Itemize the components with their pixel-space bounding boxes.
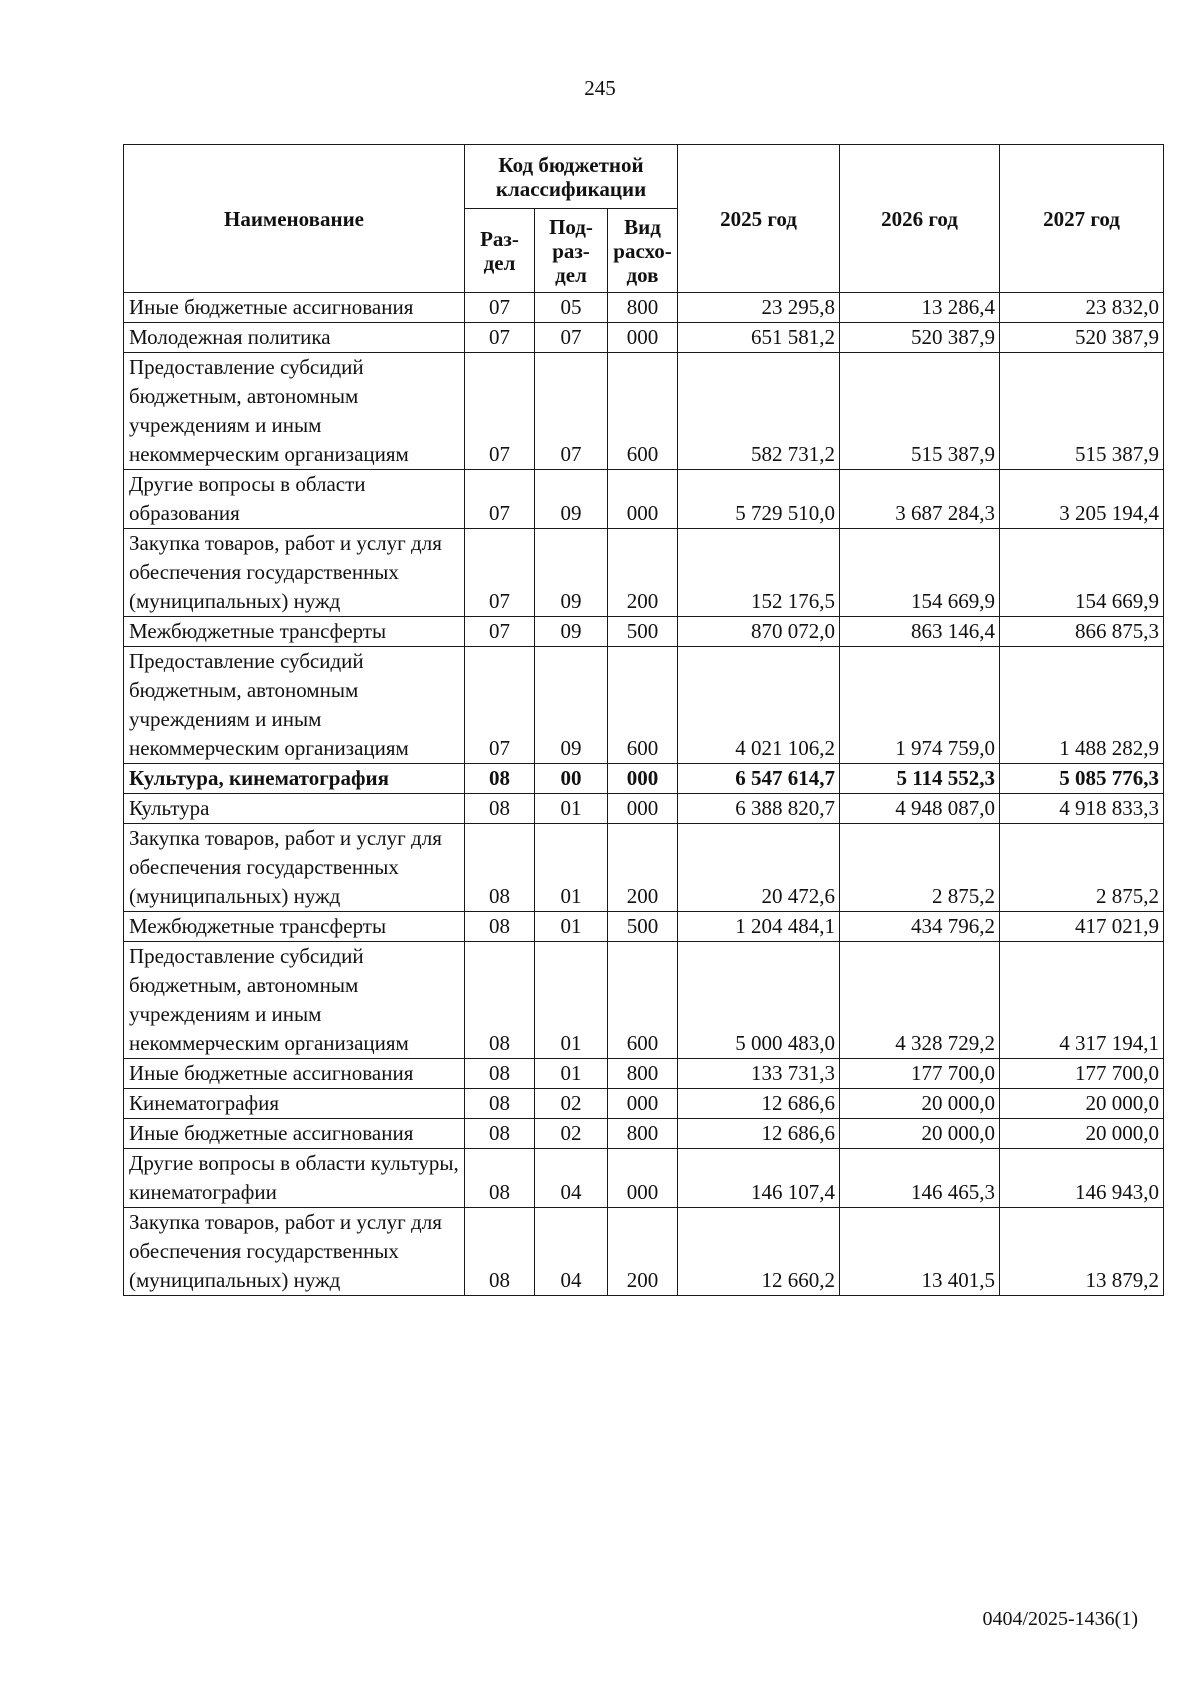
- row-subsection-cell: 09: [535, 647, 608, 764]
- row-section-cell: 08: [465, 1149, 535, 1208]
- row-expense-type-cell: 600: [608, 353, 678, 470]
- row-2026-cell: 177 700,0: [840, 1059, 1000, 1089]
- row-subsection-cell: 01: [535, 1059, 608, 1089]
- row-2025-cell: 133 731,3: [678, 1059, 840, 1089]
- row-subsection-cell: 09: [535, 470, 608, 529]
- row-2025-cell: 1 204 484,1: [678, 912, 840, 942]
- row-name-cell: Культура: [124, 794, 465, 824]
- row-name-cell: Другие вопросы в области культуры, кинематографии: [124, 1149, 465, 1208]
- row-name-cell: Закупка товаров, работ и услуг для обеспечения государственных (муниципальных) нужд: [124, 1208, 465, 1296]
- row-expense-type-cell: 800: [608, 1059, 678, 1089]
- row-2027-cell: 515 387,9: [1000, 353, 1164, 470]
- row-2027-cell: 417 021,9: [1000, 912, 1164, 942]
- row-expense-type-cell: 200: [608, 1208, 678, 1296]
- row-name-cell: Иные бюджетные ассигнования: [124, 1119, 465, 1149]
- header-section: Раз-дел: [465, 209, 535, 293]
- row-2025-cell: 582 731,2: [678, 353, 840, 470]
- table-body: [124, 293, 1164, 1296]
- row-name-cell: Предоставление субсидий бюджетным, автономным учреждениям и иным некоммерческим организациям: [124, 353, 465, 470]
- row-subsection-cell: 01: [535, 824, 608, 912]
- row-expense-type-cell: 600: [608, 647, 678, 764]
- row-subsection-cell: 09: [535, 529, 608, 617]
- row-2026-cell: 863 146,4: [840, 617, 1000, 647]
- row-section-cell: 08: [465, 1119, 535, 1149]
- row-expense-type-cell: 000: [608, 1089, 678, 1119]
- row-2027-cell: 3 205 194,4: [1000, 470, 1164, 529]
- row-subsection-cell: 04: [535, 1149, 608, 1208]
- row-name-cell: Молодежная политика: [124, 323, 465, 353]
- document-code: 0404/2025-1436(1): [982, 1608, 1138, 1630]
- row-2025-cell: 651 581,2: [678, 323, 840, 353]
- row-section-cell: 07: [465, 323, 535, 353]
- row-2027-cell: 1 488 282,9: [1000, 647, 1164, 764]
- row-2026-cell: 5 114 552,3: [840, 764, 1000, 794]
- row-2025-cell: 20 472,6: [678, 824, 840, 912]
- header-code-group: Код бюджетной классификации: [465, 145, 678, 209]
- row-2027-cell: 177 700,0: [1000, 1059, 1164, 1089]
- row-section-cell: 08: [465, 912, 535, 942]
- row-2026-cell: 13 401,5: [840, 1208, 1000, 1296]
- row-subsection-cell: 07: [535, 323, 608, 353]
- header-2025: 2025 год: [678, 145, 840, 293]
- table-row: [124, 824, 1164, 912]
- row-name-cell: Другие вопросы в области образования: [124, 470, 465, 529]
- table-row: [124, 764, 1164, 794]
- row-2025-cell: 12 660,2: [678, 1208, 840, 1296]
- row-name-cell: Кинематография: [124, 1089, 465, 1119]
- row-expense-type-cell: 500: [608, 912, 678, 942]
- row-section-cell: 08: [465, 764, 535, 794]
- row-section-cell: 08: [465, 1089, 535, 1119]
- row-expense-type-cell: 200: [608, 824, 678, 912]
- row-2025-cell: 6 547 614,7: [678, 764, 840, 794]
- row-2026-cell: 20 000,0: [840, 1119, 1000, 1149]
- row-subsection-cell: 01: [535, 942, 608, 1059]
- table-row: [124, 647, 1164, 764]
- row-2025-cell: 23 295,8: [678, 293, 840, 323]
- row-2026-cell: 4 328 729,2: [840, 942, 1000, 1059]
- row-2027-cell: 146 943,0: [1000, 1149, 1164, 1208]
- row-2027-cell: 13 879,2: [1000, 1208, 1164, 1296]
- row-2025-cell: 5 000 483,0: [678, 942, 840, 1059]
- row-section-cell: 07: [465, 293, 535, 323]
- row-2027-cell: 20 000,0: [1000, 1119, 1164, 1149]
- row-subsection-cell: 02: [535, 1089, 608, 1119]
- row-name-cell: Закупка товаров, работ и услуг для обеспечения государственных (муниципальных) нужд: [124, 824, 465, 912]
- row-expense-type-cell: 000: [608, 794, 678, 824]
- header-2027: 2027 год: [1000, 145, 1164, 293]
- row-expense-type-cell: 000: [608, 1149, 678, 1208]
- row-section-cell: 08: [465, 1059, 535, 1089]
- row-2025-cell: 152 176,5: [678, 529, 840, 617]
- row-2026-cell: 146 465,3: [840, 1149, 1000, 1208]
- row-section-cell: 07: [465, 617, 535, 647]
- header-subsection: Под-раз-дел: [535, 209, 608, 293]
- table-row: [124, 912, 1164, 942]
- row-2025-cell: 4 021 106,2: [678, 647, 840, 764]
- page-number: 245: [584, 76, 616, 100]
- row-expense-type-cell: 200: [608, 529, 678, 617]
- table-row: [124, 470, 1164, 529]
- row-section-cell: 08: [465, 824, 535, 912]
- row-2027-cell: 4 918 833,3: [1000, 794, 1164, 824]
- row-2027-cell: 520 387,9: [1000, 323, 1164, 353]
- row-2027-cell: 866 875,3: [1000, 617, 1164, 647]
- row-2026-cell: 154 669,9: [840, 529, 1000, 617]
- row-section-cell: 07: [465, 470, 535, 529]
- row-2025-cell: 870 072,0: [678, 617, 840, 647]
- table-row: [124, 1149, 1164, 1208]
- row-expense-type-cell: 000: [608, 764, 678, 794]
- row-subsection-cell: 09: [535, 617, 608, 647]
- row-2025-cell: 5 729 510,0: [678, 470, 840, 529]
- row-2027-cell: 5 085 776,3: [1000, 764, 1164, 794]
- row-name-cell: Иные бюджетные ассигнования: [124, 1059, 465, 1089]
- row-2025-cell: 146 107,4: [678, 1149, 840, 1208]
- row-section-cell: 07: [465, 529, 535, 617]
- row-2027-cell: 23 832,0: [1000, 293, 1164, 323]
- table-row: [124, 529, 1164, 617]
- row-2026-cell: 1 974 759,0: [840, 647, 1000, 764]
- row-expense-type-cell: 600: [608, 942, 678, 1059]
- row-section-cell: 07: [465, 353, 535, 470]
- table-row: [124, 617, 1164, 647]
- table-row: [124, 293, 1164, 323]
- row-subsection-cell: 05: [535, 293, 608, 323]
- row-name-cell: Иные бюджетные ассигнования: [124, 293, 465, 323]
- table-row: [124, 794, 1164, 824]
- row-name-cell: Межбюджетные трансферты: [124, 617, 465, 647]
- table-header: [124, 145, 1164, 293]
- row-section-cell: 08: [465, 942, 535, 1059]
- header-2026: 2026 год: [840, 145, 1000, 293]
- row-2027-cell: 2 875,2: [1000, 824, 1164, 912]
- row-subsection-cell: 02: [535, 1119, 608, 1149]
- row-name-cell: Предоставление субсидий бюджетным, автономным учреждениям и иным некоммерческим организациям: [124, 942, 465, 1059]
- row-2027-cell: 4 317 194,1: [1000, 942, 1164, 1059]
- row-2026-cell: 515 387,9: [840, 353, 1000, 470]
- row-subsection-cell: 00: [535, 764, 608, 794]
- header-expense-type: Вид расхо-дов: [608, 209, 678, 293]
- row-subsection-cell: 01: [535, 794, 608, 824]
- table-row: [124, 323, 1164, 353]
- row-subsection-cell: 04: [535, 1208, 608, 1296]
- table-row: [124, 353, 1164, 470]
- row-name-cell: Предоставление субсидий бюджетным, автономным учреждениям и иным некоммерческим организациям: [124, 647, 465, 764]
- row-2026-cell: 20 000,0: [840, 1089, 1000, 1119]
- row-2026-cell: 3 687 284,3: [840, 470, 1000, 529]
- row-section-cell: 07: [465, 647, 535, 764]
- row-2026-cell: 520 387,9: [840, 323, 1000, 353]
- table-row: [124, 1208, 1164, 1296]
- row-2027-cell: 20 000,0: [1000, 1089, 1164, 1119]
- row-name-cell: Культура, кинематография: [124, 764, 465, 794]
- row-expense-type-cell: 800: [608, 293, 678, 323]
- table-row: [124, 1119, 1164, 1149]
- table-row: [124, 942, 1164, 1059]
- row-name-cell: Закупка товаров, работ и услуг для обеспечения государственных (муниципальных) нужд: [124, 529, 465, 617]
- row-2025-cell: 12 686,6: [678, 1089, 840, 1119]
- row-2026-cell: 13 286,4: [840, 293, 1000, 323]
- row-2027-cell: 154 669,9: [1000, 529, 1164, 617]
- table-row: [124, 1089, 1164, 1119]
- row-name-cell: Межбюджетные трансферты: [124, 912, 465, 942]
- table-row: [124, 1059, 1164, 1089]
- row-expense-type-cell: 000: [608, 470, 678, 529]
- row-subsection-cell: 07: [535, 353, 608, 470]
- row-subsection-cell: 01: [535, 912, 608, 942]
- row-2025-cell: 12 686,6: [678, 1119, 840, 1149]
- row-2026-cell: 2 875,2: [840, 824, 1000, 912]
- row-2025-cell: 6 388 820,7: [678, 794, 840, 824]
- row-section-cell: 08: [465, 1208, 535, 1296]
- row-2026-cell: 4 948 087,0: [840, 794, 1000, 824]
- row-expense-type-cell: 000: [608, 323, 678, 353]
- budget-table: [123, 144, 1164, 1296]
- row-section-cell: 08: [465, 794, 535, 824]
- header-name: Наименование: [124, 145, 465, 293]
- row-expense-type-cell: 500: [608, 617, 678, 647]
- row-expense-type-cell: 800: [608, 1119, 678, 1149]
- row-2026-cell: 434 796,2: [840, 912, 1000, 942]
